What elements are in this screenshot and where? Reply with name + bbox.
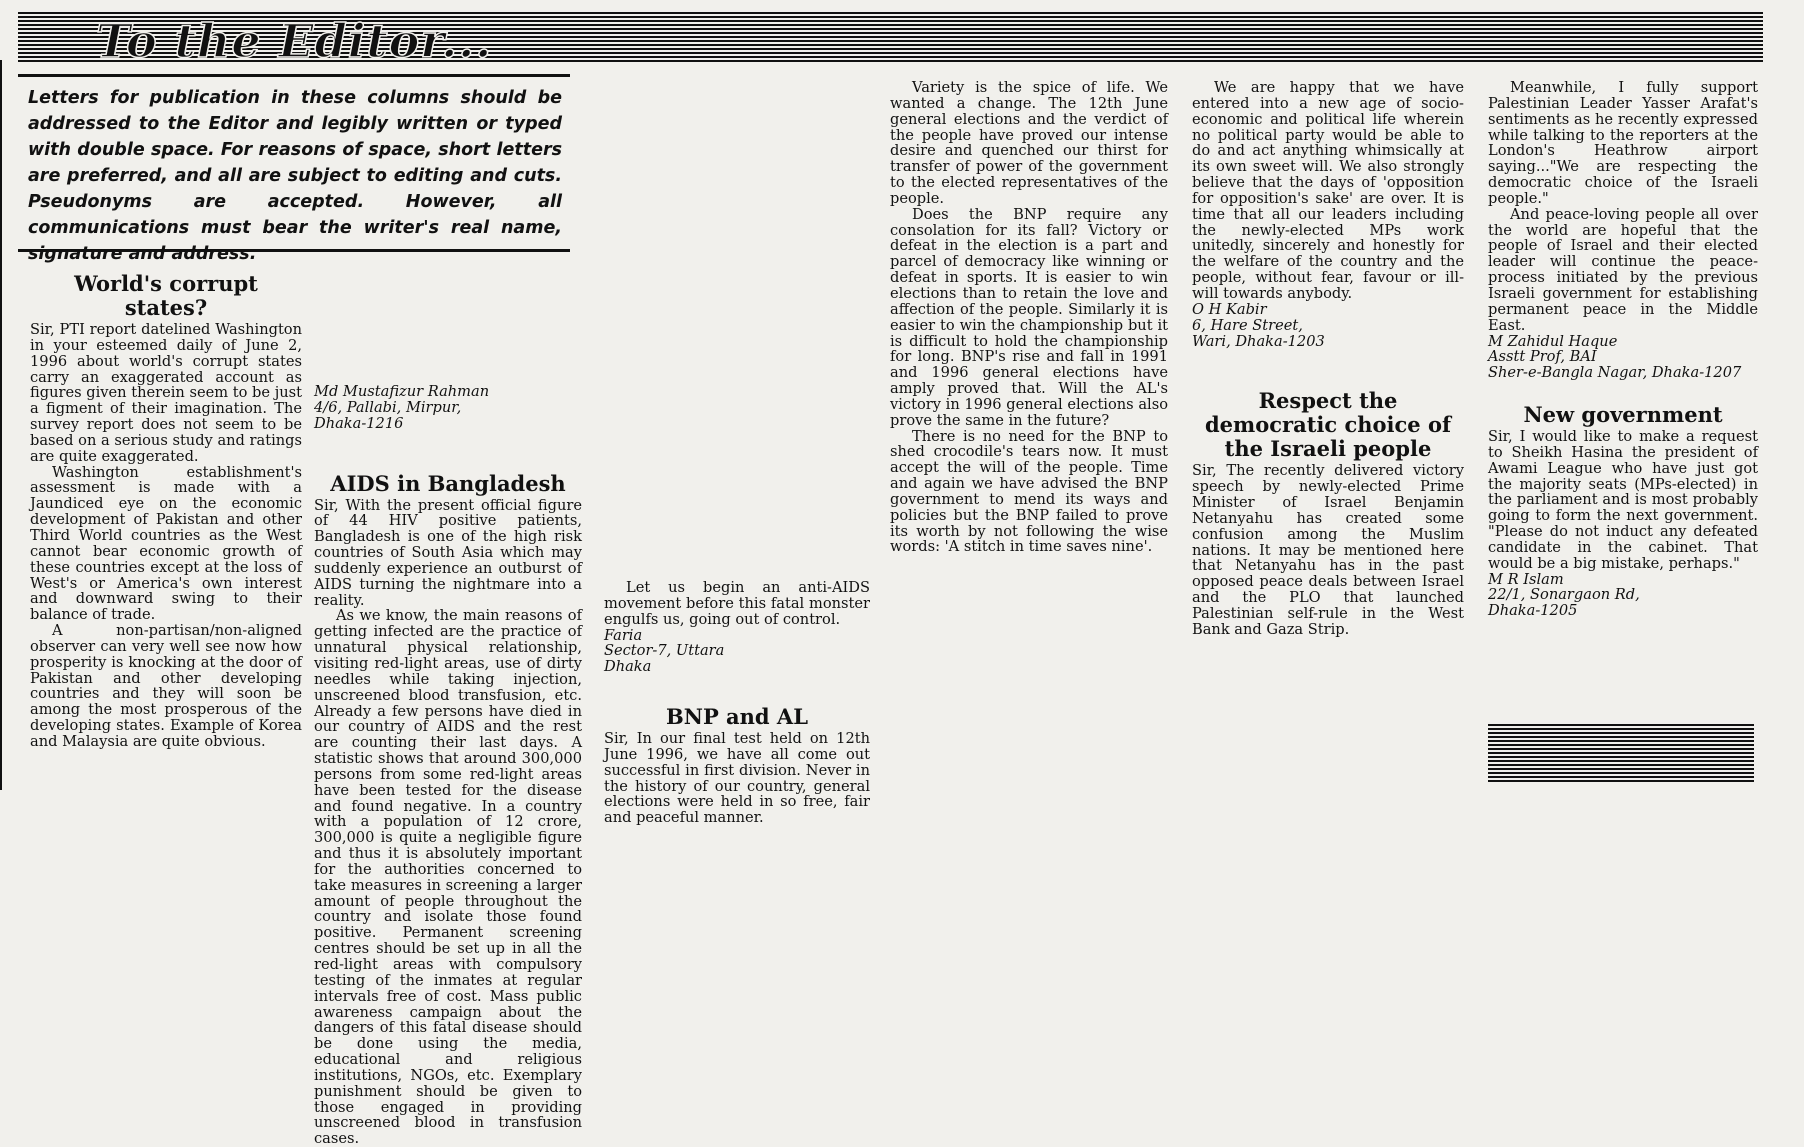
editorial-notice: Letters for publication in these columns should be addressed to the Editor and legibly written or typed with double space. For reasons of space, short letters are preferred, and all are subject to editing and cuts. Pseudonyms are accepted. However, all communications must bear the writer's real name, signature and address.: [18, 74, 570, 252]
headline-aids: AIDS in Bangladesh: [330, 470, 566, 496]
section-title: To the Editor...: [96, 14, 493, 68]
headline-israeli-people: Respect the democratic choice of the Israeli people: [1204, 388, 1452, 462]
column-5: [1192, 80, 1464, 638]
headline-bnp-al: BNP and AL: [666, 704, 808, 730]
letter-paragraph: Sir, The recently delivered victory speech by newly-elected Prime Minister of Israel Benjamin Netanyahu has created some confusion among the Muslim nations. It may be mentioned here that Netanyahu has in the past opposed peace deals between Israel and the PLO that launched Palestinian self-rule in the West Bank and Gaza Strip.: [1192, 462, 1464, 638]
letter-paragraph: Washington establishment's assessment is made with a Jaundiced eye on the economic development of Pakistan and other Third World countries as the West cannot bear economic growth of these countries except at the loss of West's or America's own interest and downward swing to their balance of trade.: [30, 463, 302, 624]
letter-paragraph: Let us begin an anti-AIDS movement before this fatal monster engulfs us, going out of control.: [604, 579, 870, 628]
headline-corrupt-states: World's corrupt states?: [74, 271, 258, 320]
column-4: [890, 80, 1168, 555]
hatched-filler-box: [1488, 722, 1754, 782]
column-2: [314, 272, 582, 1147]
column-3: [604, 80, 870, 826]
signature-islam: M R Islam 22/1, Sonargaon Rd, Dhaka-1205: [1488, 570, 1640, 620]
letter-paragraph: Meanwhile, I fully support Palestinian Leader Yasser Arafat's sentiments as he recently expressed while talking to the reporters at the London's Heathrow airport saying..."We are respecting the democratic choice of the Israeli people.": [1488, 79, 1758, 207]
letter-paragraph: Sir, I would like to make a request to Sheikh Hasina the president of Awami League who have just got the majority seats (MPs-elected) in the parliament and is most probably going to form the next government. "Please do not induct any defeated candidate in the cabinet. That would be a big mistake, perhaps.": [1488, 428, 1758, 572]
headline-new-government: New government: [1523, 402, 1723, 428]
letter-paragraph: And peace-loving people all over the world are hopeful that the people of Israel and their elected leader will continue the peace-process initiated by the previous Israeli government for establishing permanent peace in the Middle East.: [1488, 205, 1758, 334]
signature-rahman: Md Mustafizur Rahman 4/6, Pallabi, Mirpur, Dhaka-1216: [314, 383, 490, 432]
letter-paragraph: Sir, With the present official figure of 44 HIV positive patients, Bangladesh is one of the high risk countries of South Asia which may suddenly experience an outburst of AIDS turning the nightmare into a reality.: [314, 496, 582, 609]
column-6: [1488, 80, 1758, 619]
left-margin-rule: [0, 60, 2, 790]
column-1: [30, 272, 302, 750]
letter-paragraph: A non-partisan/non-aligned observer can very well see now how prosperity is knocking at the door of Pakistan and other developing countries and they will soon be among the most prosperous of the developing states. Example of Korea and Malaysia are quite obvious.: [30, 622, 302, 750]
letter-paragraph: There is no need for the BNP to shed crocodile's tears now. It must accept the will of the people. Time and again we have advised the BNP government to mend its ways and policies but the BNP failed to prove its worth by not following the wise words: 'A stitch in time saves nine'.: [890, 427, 1168, 556]
signature-haque: M Zahidul Haque Asstt Prof, BAI Sher-e-Bangla Nagar, Dhaka-1207: [1488, 332, 1742, 382]
letter-paragraph: Does the BNP require any consolation for its fall? Victory or defeat in the election is a part and parcel of democracy like winning or defeat in sports. It is easier to win elections than to retain the love and affection of the people. Similarly it is easier to win the championship but it is difficult to hold the championship for long. BNP's rise and fall in 1991 and 1996 general elections have amply proved that. Will the AL's victory in 1996 general elections also prove the same in the future?: [890, 205, 1168, 429]
signature-faria: Faria Sector-7, Uttara Dhaka: [604, 626, 725, 676]
masthead-banner: [18, 10, 1763, 68]
letter-paragraph: As we know, the main reasons of getting infected are the practice of unnatural physical relationship, visiting red-light areas, use of dirty needles while taking injection, unscreened blood transfusion, etc. Already a few persons have died in our country of AIDS and the rest are counting their last days. A statistic shows that around 300,000 persons from some red-light areas have been tested for the disease and found negative. In a country with a population of 12 crore, 300,000 is quite a negligible figure and thus it is absolutely important for the authorities concerned to take measures in screening a larger amount of people throughout the country and isolate those found positive. Permanent screening centres should be set up in all the red-light areas with compulsory testing of the inmates at regular intervals free of cost. Mass public awareness campaign about the dangers of this fatal disease should be done using the media, educational and religious institutions, NGOs, etc. Exemplary punishment should be given to those engaged in providing unscreened blood in transfusion cases.: [314, 607, 582, 1147]
letter-paragraph: Variety is the spice of life. We wanted a change. The 12th June general elections and the verdict of the people have proved our intense desire and quenched our thirst for transfer of power of the government to the elected representatives of the people.: [890, 79, 1168, 207]
letter-paragraph: Sir, PTI report datelined Washington in your esteemed daily of June 2, 1996 about world's corrupt states carry an exaggerated account as figures given therein seem to be just a figment of their imagination. The survey report does not seem to be based on a serious study and ratings are quite exaggerated.: [30, 321, 302, 465]
letter-paragraph: We are happy that we have entered into a new age of socio-economic and political life wherein no political party would be able to do and act anything whimsically at its own sweet will. We also strongly believe that the days of 'opposition for opposition's sake' are over. It is time that all our leaders including the newly-elected MPs work unitedly, sincerely and honestly for the welfare of the country and the people, without fear, favour or ill-will towards anybody.: [1192, 79, 1464, 302]
letter-paragraph: Sir, In our final test held on 12th June 1996, we have all come out successful in first division. Never in the history of our country, general elections were held in so free, fair and peaceful manner.: [604, 730, 870, 827]
signature-kabir: O H Kabir 6, Hare Street, Wari, Dhaka-1203: [1192, 300, 1325, 350]
